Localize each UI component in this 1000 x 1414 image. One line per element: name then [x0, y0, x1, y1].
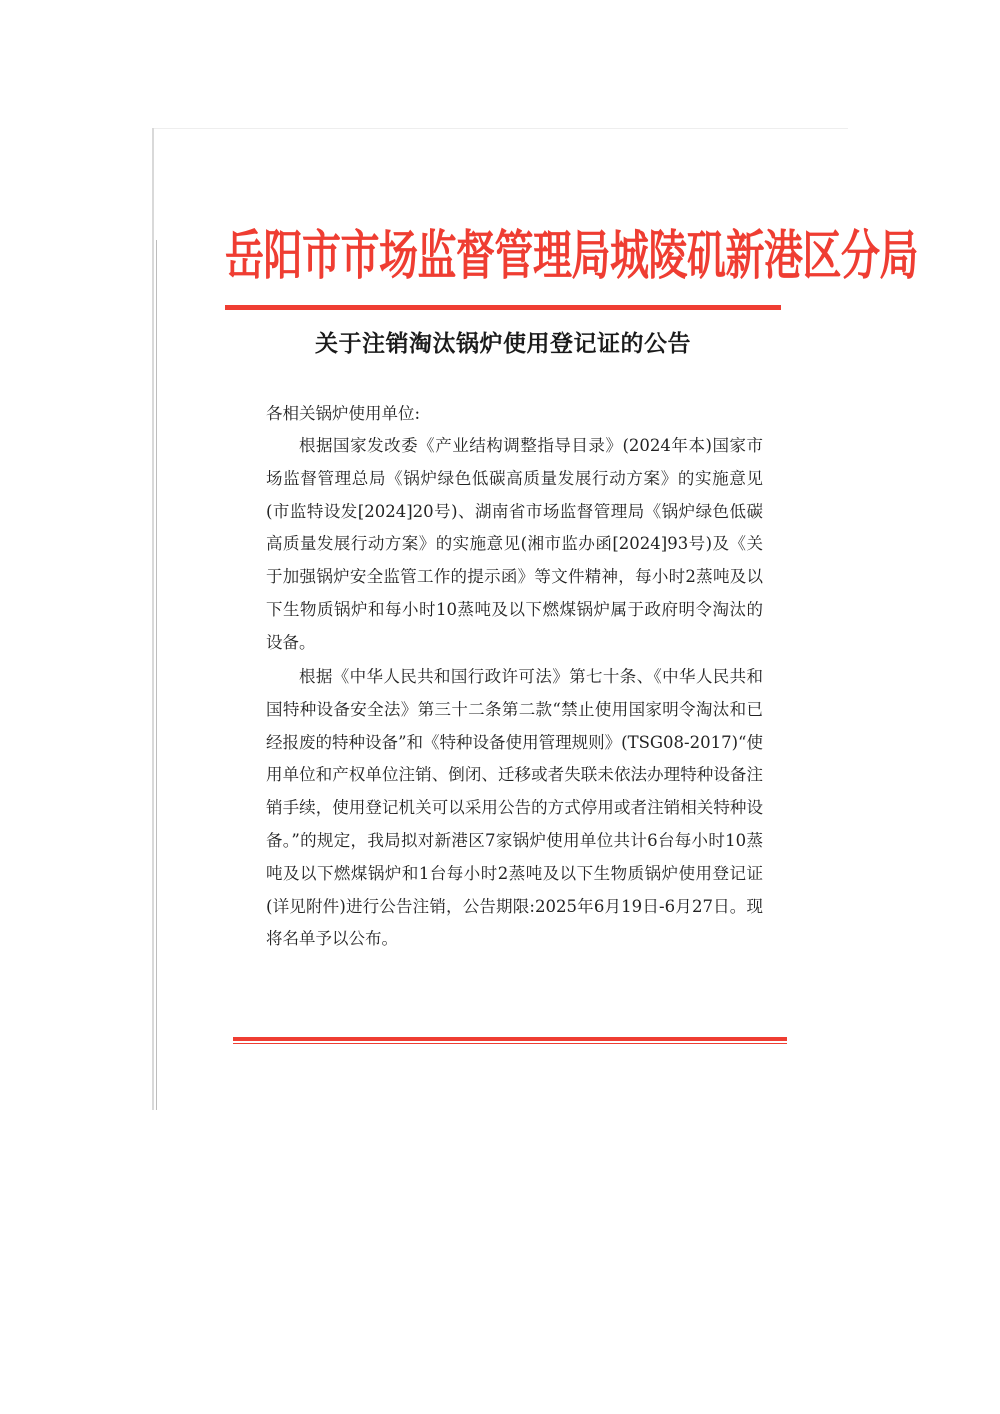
- footer-red-rule-thin: [233, 1043, 787, 1044]
- agency-header: 岳阳市市场监督管理局城陵矶新港区分局: [225, 224, 919, 288]
- salutation: 各相关锅炉使用单位:: [266, 404, 421, 423]
- body-paragraph-2: 根据《中华人民共和国行政许可法》第七十条、《中华人民共和国特种设备安全法》第三十二条第二款“禁止使用国家明令淘汰和已经报废的特种设备”和《特种设备使用管理规则》(TSG08-2017)“使用单位和产权单位注销、倒闭、迁移或者失联未依法办理特种设备注销手续，使用登记机关可以采用公告的方式停用或者注销相关特种设备。”的规定，我局拟对新港区7家锅炉使用单位共计6台每小时10蒸吨及以下燃煤锅炉和1台每小时2蒸吨及以下生物质锅炉使用登记证(详见附件)进行公告注销，公告期限:2025年6月19日-6月27日。现将名单予以公布。: [266, 667, 763, 949]
- scan-edge-left: [152, 128, 154, 1110]
- announcement-title: 关于注销淘汰锅炉使用登记证的公告: [315, 330, 691, 357]
- scan-edge-shadow: [156, 240, 157, 1110]
- scan-edge-top: [152, 128, 848, 129]
- footer-red-rule: [233, 1037, 787, 1041]
- header-red-rule: [225, 305, 781, 310]
- body-paragraph-1: 根据国家发改委《产业结构调整指导目录》(2024年本)国家市场监督管理总局《锅炉绿色低碳高质量发展行动方案》的实施意见(市监特设发[2024]20号)、湖南省市场监督管理局《锅炉绿色低碳高质量发展行动方案》的实施意见(湘市监办函[2024]93号)及《关于加强锅炉安全监管工作的提示函》等文件精神，每小时2蒸吨及以下生物质锅炉和每小时10蒸吨及以下燃煤锅炉属于政府明令淘汰的设备。: [266, 436, 763, 652]
